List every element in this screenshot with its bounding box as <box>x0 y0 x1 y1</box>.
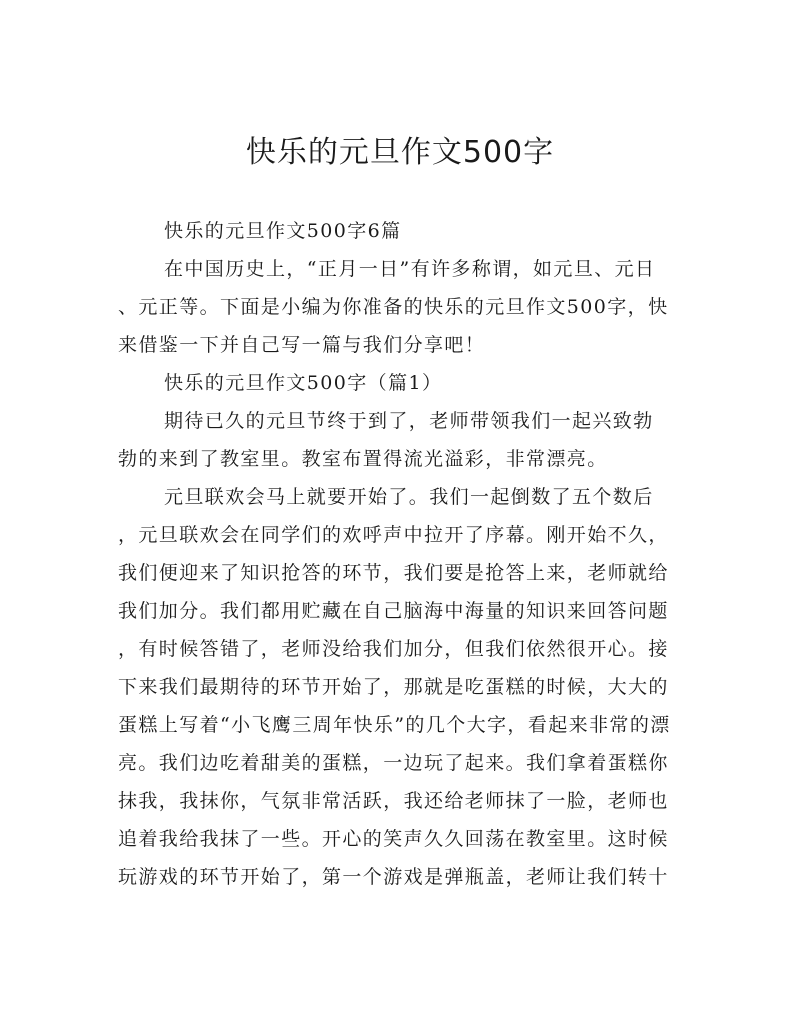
intro-line-3: 来借鉴一下并自己写一篇与我们分享吧！ <box>118 334 486 356</box>
document-title: 快乐的元旦作文500字 <box>245 135 555 170</box>
paragraph-2-line-4: 我们加分。我们都用贮藏在自己脑海中海量的知识来回答问题 <box>118 600 669 622</box>
paragraph-1-line-1: 期待已久的元旦节终于到了，老师带领我们一起兴致勃 <box>164 410 654 432</box>
subtitle-line: 快乐的元旦作文500字6篇 <box>164 220 402 242</box>
paragraph-2-line-8: 亮。我们边吃着甜美的蛋糕，一边玩了起来。我们拿着蛋糕你 <box>118 752 669 774</box>
paragraph-2-line-5: ，有时候答错了，老师没给我们加分，但我们依然很开心。接 <box>118 638 669 660</box>
paragraph-2-line-3: 我们便迎来了知识抢答的环节，我们要是抢答上来，老师就给 <box>118 562 669 584</box>
paragraph-2-line-2: ，元旦联欢会在同学们的欢呼声中拉开了序幕。刚开始不久， <box>118 524 669 546</box>
paragraph-2-line-10: 追着我给我抹了一些。开心的笑声久久回荡在教室里。这时候 <box>118 828 669 850</box>
section-heading: 快乐的元旦作文500字（篇1） <box>164 372 443 394</box>
paragraph-2-line-6: 下来我们最期待的环节开始了，那就是吃蛋糕的时候，大大的 <box>118 676 669 698</box>
intro-line-1: 在中国历史上，“正月一日”有许多称谓，如元旦、元日 <box>164 258 656 280</box>
paragraph-2-line-11: 玩游戏的环节开始了，第一个游戏是弹瓶盖，老师让我们转十 <box>118 866 669 888</box>
paragraph-1-line-2: 勃的来到了教室里。教室布置得流光溢彩，非常漂亮。 <box>118 448 608 470</box>
paragraph-2-line-1: 元旦联欢会马上就要开始了。我们一起倒数了五个数后 <box>164 486 654 508</box>
paragraph-2-line-7: 蛋糕上写着“小飞鹰三周年快乐”的几个大字，看起来非常的漂 <box>118 714 671 736</box>
intro-line-2: 、元正等。下面是小编为你准备的快乐的元旦作文500字，快 <box>118 296 669 318</box>
document-body <box>118 212 686 896</box>
paragraph-2-line-9: 抹我，我抹你，气氛非常活跃，我还给老师抹了一脸，老师也 <box>118 790 669 812</box>
